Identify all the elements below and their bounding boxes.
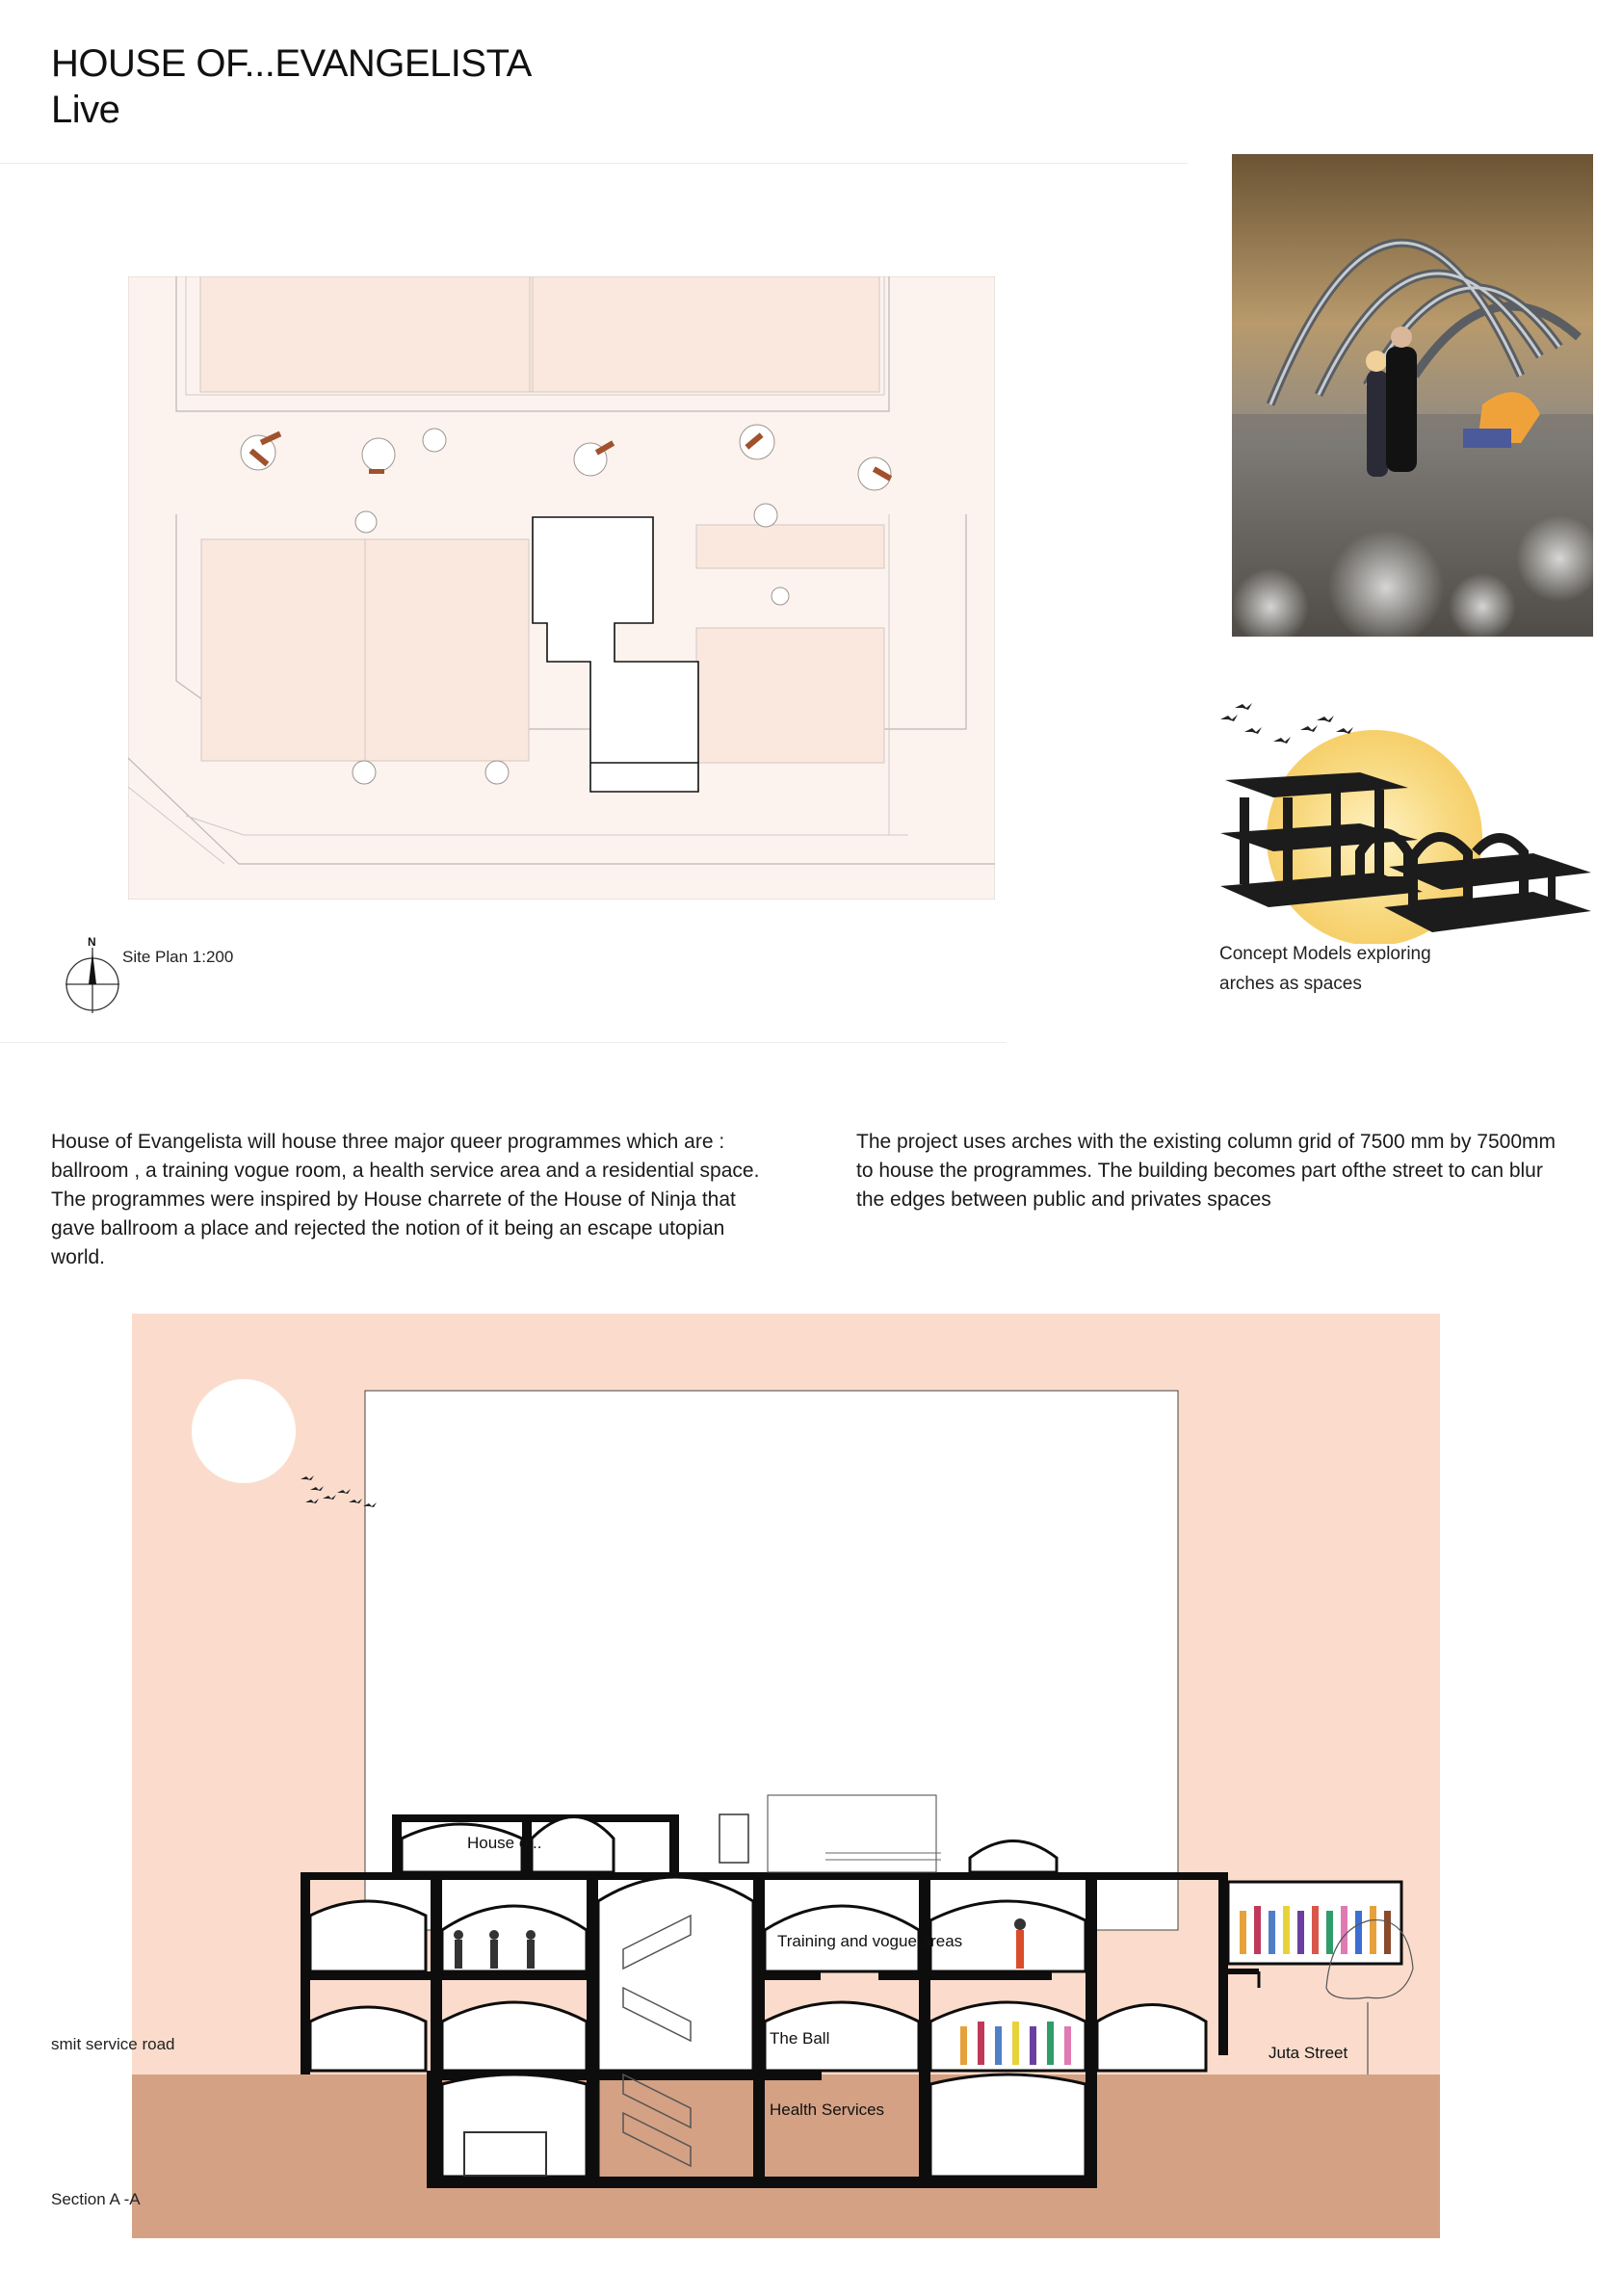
caption-line-1: Concept Models exploring [1219, 944, 1431, 964]
label-health: Health Services [770, 2100, 885, 2119]
header-divider [0, 163, 1188, 164]
left-line-4: gave ballroom a place and rejected the notion of it being an escape utopian [51, 1217, 725, 1239]
right-line-1: The project uses arches with the existing column grid of 7500 mm by 7500mm [856, 1131, 1557, 1153]
description-left [51, 1128, 841, 1272]
right-line-2: to house the programmes. The building becomes part ofthe street to can blur [856, 1160, 1543, 1182]
label-smit-road: smit service road [51, 2035, 175, 2053]
concept-photo [1232, 154, 1593, 637]
label-house-of: House of.. [467, 1834, 542, 1852]
north-arrow-icon [62, 934, 124, 1016]
left-line-3: The programmes were inspired by House charrete of the House of Ninja that [51, 1188, 736, 1211]
title-line-2: Live [51, 89, 120, 131]
north-label: N [88, 935, 96, 949]
section-caption: Section A -A [51, 2190, 141, 2208]
left-line-1: House of Evangelista will house three major queer programmes which are : [51, 1131, 725, 1153]
site-plan-drawing [128, 276, 995, 900]
label-training: Training and vogue areas [777, 1932, 963, 1950]
title-line-1: HOUSE OF...EVANGELISTA [51, 42, 532, 85]
section-drawing [132, 1314, 1440, 2238]
left-line-5: world. [51, 1246, 106, 1268]
concept-model-caption [1219, 939, 1431, 999]
concept-model-image [1216, 684, 1596, 944]
left-line-2: ballroom , a training vogue room, a health service area and a residential space. [51, 1160, 760, 1182]
label-the-ball: The Ball [770, 2029, 830, 2048]
site-plan-caption: Site Plan 1:200 [122, 948, 234, 966]
caption-line-2: arches as spaces [1219, 974, 1362, 994]
page-title [51, 40, 532, 133]
label-juta-street: Juta Street [1269, 2044, 1348, 2062]
middle-divider [0, 1042, 1007, 1043]
description-right [856, 1128, 1588, 1214]
right-line-3: the edges between public and privates spaces [856, 1188, 1271, 1211]
